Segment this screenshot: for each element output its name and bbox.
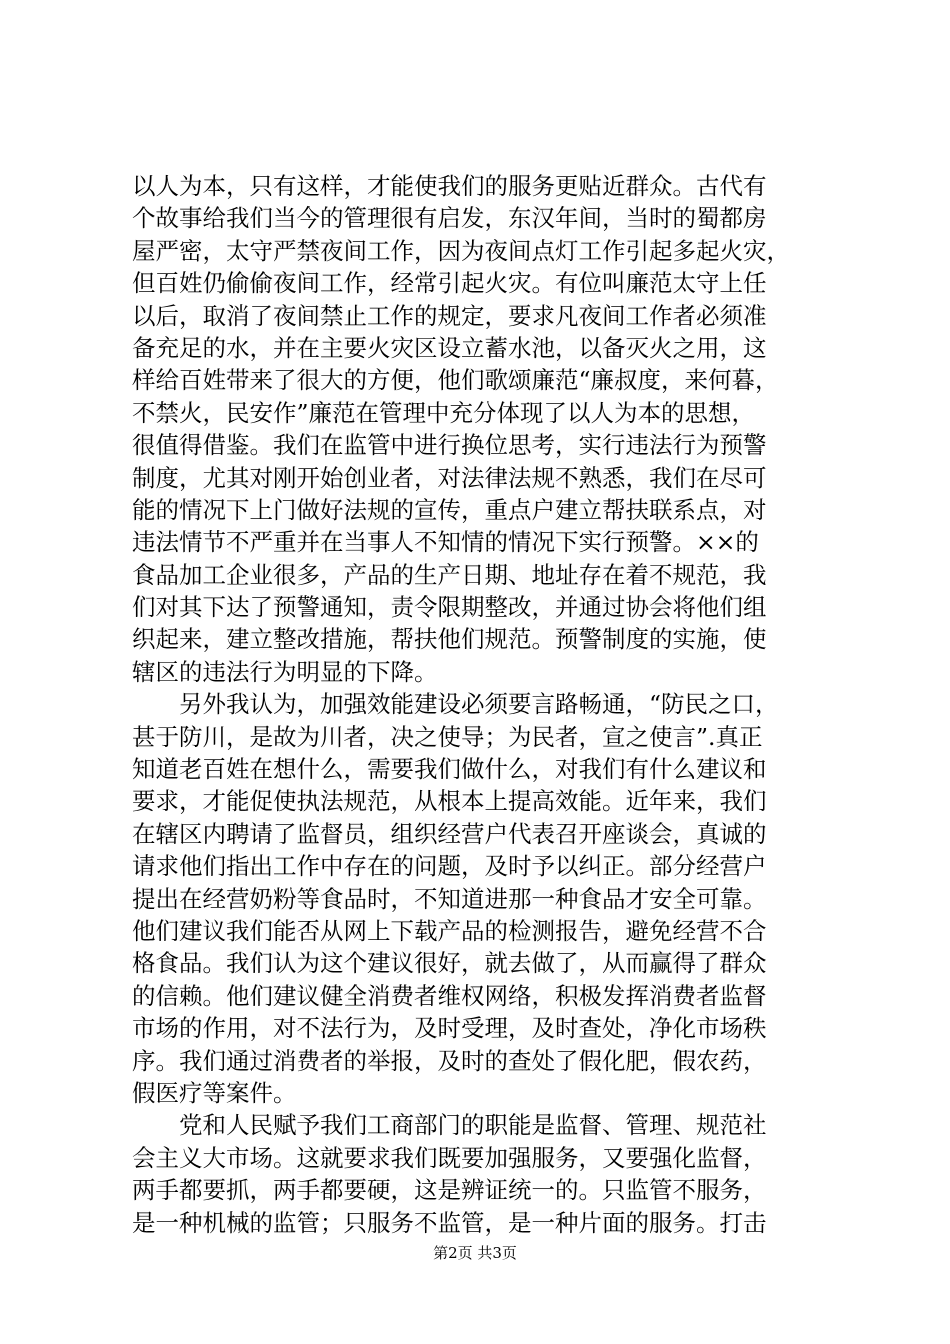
text-line: 很值得借鉴。我们在监管中进行换位思考，实行违法行为预警 bbox=[132, 431, 767, 460]
page-footer: 第2页 共3页 bbox=[433, 1244, 517, 1262]
text-line: 食品加工企业很多，产品的生产日期、地址存在着不规范，我 bbox=[132, 560, 767, 589]
text-line: 织起来，建立整改措施，帮扶他们规范。预警制度的实施，使 bbox=[132, 625, 767, 654]
text-line: 的信赖。他们建议健全消费者维权网络，积极发挥消费者监督 bbox=[132, 981, 767, 1010]
text-line: 备充足的水，并在主要火灾区设立蓄水池，以备灭火之用，这 bbox=[132, 333, 767, 362]
text-line: 能的情况下上门做好法规的宣传，重点户建立帮扶联系点，对 bbox=[132, 495, 767, 524]
text-line: 会主义大市场。这就要求我们既要加强服务，又要强化监督， bbox=[132, 1143, 767, 1172]
text-line: 党和人民赋予我们工商部门的职能是监督、管理、规范社 bbox=[132, 1111, 767, 1140]
text-line: 屋严密，太守严禁夜间工作，因为夜间点灯工作引起多起火灾， bbox=[132, 236, 790, 265]
text-line: 序。我们通过消费者的举报，及时的查处了假化肥，假农药， bbox=[132, 1046, 767, 1075]
text-line: 两手都要抓，两手都要硬，这是辨证统一的。只监管不服务， bbox=[132, 1176, 767, 1205]
text-line: 违法情节不严重并在当事人不知情的情况下实行预警。××的 bbox=[132, 528, 759, 557]
text-line: 制度，尤其对刚开始创业者，对法律法规不熟悉，我们在尽可 bbox=[132, 463, 767, 492]
text-line: 辖区的违法行为明显的下降。 bbox=[132, 657, 438, 686]
body-text bbox=[132, 170, 822, 1239]
text-line: 个故事给我们当今的管理很有启发，东汉年间，当时的蜀都房 bbox=[132, 204, 767, 233]
text-line: 样给百姓带来了很大的方便，他们歌颂廉范“廉叔度，来何暮， bbox=[132, 366, 779, 395]
text-line: 在辖区内聘请了监督员，组织经营户代表召开座谈会，真诚的 bbox=[132, 819, 767, 848]
text-line: 是一种机械的监管；只服务不监管，是一种片面的服务。打击 bbox=[132, 1208, 767, 1237]
text-line: 市场的作用，对不法行为，及时受理，及时查处，净化市场秩 bbox=[132, 1014, 767, 1043]
text-line: 格食品。我们认为这个建议很好，就去做了，从而赢得了群众 bbox=[132, 949, 767, 978]
text-line: 但百姓仍偷偷夜间工作，经常引起火灾。有位叫廉范太守上任 bbox=[132, 269, 767, 298]
text-line: 不禁火，民安作”廉范在管理中充分体现了以人为本的思想， bbox=[132, 398, 756, 427]
text-line: 们对其下达了预警通知，责令限期整改，并通过协会将他们组 bbox=[132, 593, 767, 622]
text-line: 甚于防川，是故为川者，决之使导；为民者，宣之使言”.真正 bbox=[132, 722, 763, 751]
text-line: 另外我认为，加强效能建设必须要言路畅通，“防民之口， bbox=[132, 690, 779, 719]
text-line: 请求他们指出工作中存在的问题，及时予以纠正。部分经营户 bbox=[132, 852, 767, 881]
text-line: 要求，才能促使执法规范，从根本上提高效能。近年来，我们 bbox=[132, 787, 767, 816]
text-line: 以人为本，只有这样，才能使我们的服务更贴近群众。古代有 bbox=[132, 172, 767, 200]
text-line: 提出在经营奶粉等食品时，不知道进那一种食品才安全可靠。 bbox=[132, 884, 767, 913]
text-line: 他们建议我们能否从网上下载产品的检测报告，避免经营不合 bbox=[132, 916, 767, 945]
text-line: 假医疗等案件。 bbox=[132, 1078, 297, 1107]
text-line: 知道老百姓在想什么，需要我们做什么，对我们有什么建议和 bbox=[132, 755, 767, 784]
text-line: 以后，取消了夜间禁止工作的规定，要求凡夜间工作者必须准 bbox=[132, 301, 767, 330]
